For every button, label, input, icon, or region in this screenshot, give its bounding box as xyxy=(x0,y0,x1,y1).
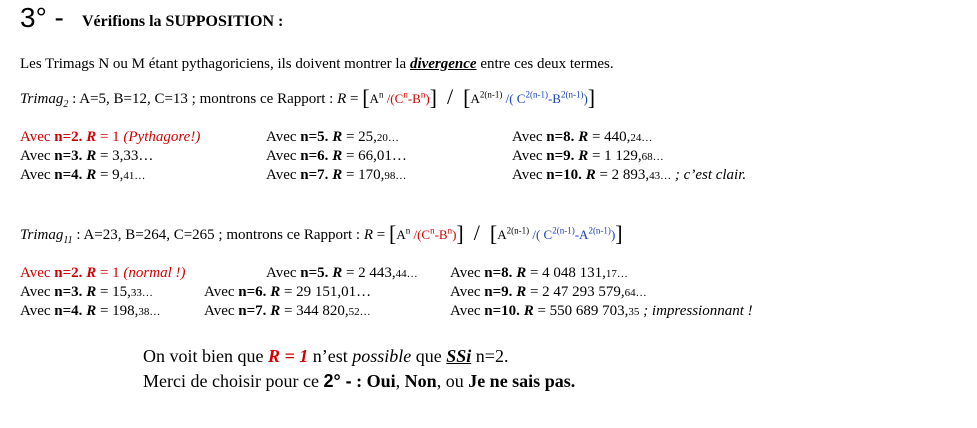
result-cell: Avec n=10. R = 550 689 703,35 ; impressionnant ! xyxy=(450,303,753,319)
result-cell: Avec n=3. R = 15,33… xyxy=(20,284,153,300)
result-cell: Avec n=5. R = 25,20… xyxy=(266,129,399,145)
result-cell: Avec n=2. R = 1 (Pythagore!) xyxy=(20,129,201,145)
result-cell: Avec n=9. R = 2 47 293 579,64… xyxy=(450,284,647,300)
trimag11-params: : A=23, B=264, C=265 ; montrons ce Rapport : xyxy=(72,227,364,243)
intro-pre: Les Trimags N ou M étant pythagoriciens, ils doivent montrer la xyxy=(20,56,410,72)
section-title: Vérifions la SUPPOSITION : xyxy=(82,13,284,30)
trimag11-eq: = xyxy=(373,227,389,243)
trimag11-numerator: $A^n$ $/(C^n-B^n)$ xyxy=(396,225,457,242)
trimag11-denominator: $A^{2(n-1)}$ /( $C^{2(n-1)}-A^{2(n-1)}$) xyxy=(497,225,616,242)
trimag11-left-bracket-1: [ xyxy=(388,221,397,246)
trimag2-right-bracket-2: ] xyxy=(587,85,596,110)
result-cell: Avec n=5. R = 2 443,44… xyxy=(266,265,418,281)
trimag2-right-bracket-1: ] xyxy=(429,85,437,110)
conclusion-line-1: On voit bien que R = 1 n’est possible que SSi n=2. xyxy=(143,346,509,366)
result-cell: Avec n=4. R = 198,38… xyxy=(20,303,161,319)
trimag11-label: Trimag xyxy=(20,227,64,243)
result-cell: Avec n=7. R = 170,98… xyxy=(266,167,407,183)
trimag2-left-bracket-1: [ xyxy=(362,85,370,110)
intro-post: entre ces deux termes. xyxy=(476,56,614,72)
intro-emphasis: divergence xyxy=(409,56,477,72)
trimag2-label: Trimag xyxy=(20,91,64,107)
result-cell: Avec n=4. R = 9,41… xyxy=(20,167,146,183)
section-number: 3° - xyxy=(20,2,64,33)
trimag11-R: R xyxy=(363,227,374,243)
result-cell: Avec n=3. R = 3,33… xyxy=(20,148,154,164)
trimag11-right-bracket-2: ] xyxy=(615,221,623,246)
result-cell: Avec n=2. R = 1 (normal !) xyxy=(20,265,186,281)
result-cell: Avec n=8. R = 440,24… xyxy=(512,129,653,145)
result-cell: Avec n=9. R = 1 129,68… xyxy=(512,148,664,164)
trimag2-R: R xyxy=(337,91,347,107)
choice-oui: Oui xyxy=(366,371,396,391)
trimag2-denominator: $A^{2(n-1)}$ /( $C^{2(n-1)}-B^{2(n-1)}$) xyxy=(470,89,588,106)
result-cell: Avec n=8. R = 4 048 131,17… xyxy=(450,265,628,281)
trimag11-formula xyxy=(20,220,623,247)
trimag2-params: : A=5, B=12, C=13 ; montrons ce Rapport : xyxy=(68,91,338,107)
trimag2-eq: = xyxy=(346,91,363,107)
trimag2-left-bracket-2: [ xyxy=(463,85,471,110)
trimag2-formula xyxy=(20,84,595,111)
trimag11-left-bracket-2: [ xyxy=(489,221,498,246)
trimag11-right-bracket-1: ] xyxy=(456,221,464,246)
result-cell: Avec n=10. R = 2 893,43… ; c’est clair. xyxy=(512,167,747,183)
result-cell: Avec n=6. R = 66,01… xyxy=(266,148,407,164)
conclusion-line-2: Merci de choisir pour ce 2° - : Oui, Non, ou Je ne sais pas. xyxy=(143,371,576,391)
result-cell: Avec n=7. R = 344 820,52… xyxy=(204,303,371,319)
intro-line xyxy=(20,56,614,73)
result-cell: Avec n=6. R = 29 151,01… xyxy=(204,284,372,300)
conclusion-R-equals-1: R = 1 xyxy=(267,346,309,366)
trimag11-slash: / xyxy=(473,220,480,245)
conclusion-ssi: SSi xyxy=(446,346,472,366)
trimag2-numerator: $A^n$ $/(C^n-B^n)$ xyxy=(369,89,430,106)
trimag2-subscript: 2 xyxy=(63,99,69,110)
choice-je-ne-sais-pas: Je ne sais pas xyxy=(468,371,571,391)
trimag11-subscript: 11 xyxy=(63,235,73,246)
choice-non: Non xyxy=(404,371,437,391)
trimag2-slash: / xyxy=(446,84,454,109)
